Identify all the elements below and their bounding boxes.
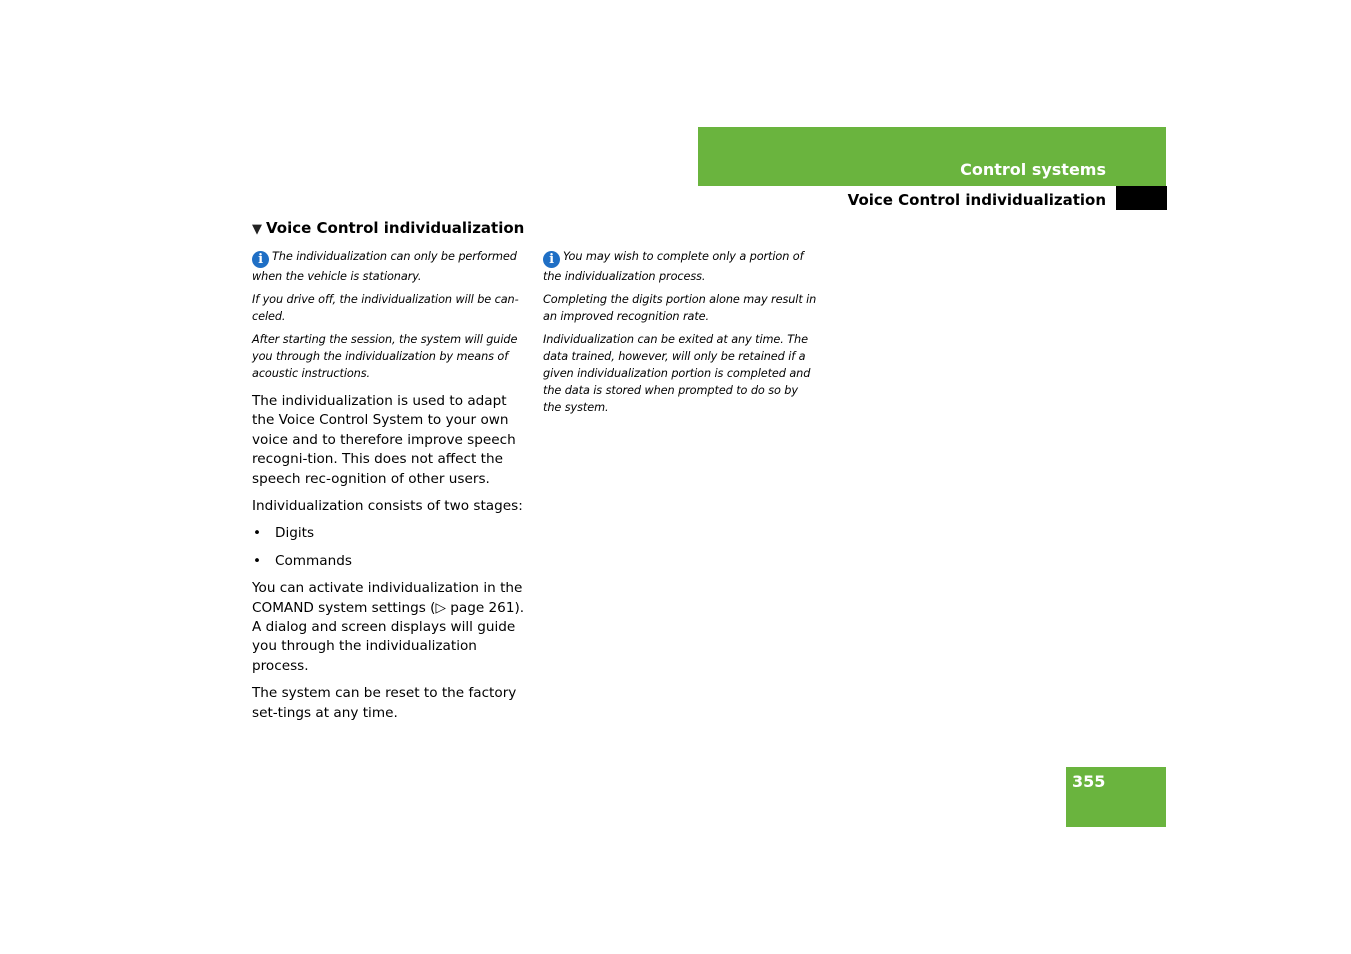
info-icon: i: [543, 251, 560, 268]
note-line: After starting the session, the system will guide you through the individualization by means of acoustic instructions.: [252, 333, 518, 380]
section-tab-marker: [1116, 186, 1167, 210]
info-icon: i: [252, 251, 269, 268]
paragraph: You can activate individualization in the COMAND system settings (▷ page 261). A dialog and screen displays will guide you through the individualization process.: [252, 580, 525, 674]
triangle-down-icon: ▼: [252, 222, 262, 237]
info-note: i The individualization can only be performed when the vehicle is stationary.: [252, 250, 517, 283]
page-heading: [252, 219, 524, 237]
note-line: Individualization can be exited at any time. The data trained, however, will only be retained if a given individualization portion is completed and the data is stored when prompted to do so by the system.: [543, 333, 811, 414]
info-note: i You may wish to complete only a portion of the individualization process.: [543, 250, 804, 283]
note-line: Completing the digits portion alone may result in an improved recognition rate.: [543, 293, 817, 323]
list-item: • Digits: [253, 525, 315, 542]
list-item: • Commands: [253, 552, 352, 569]
note-line: If you drive off, the individualization will be can-celed.: [252, 293, 519, 323]
paragraph: The system can be reset to the factory set-tings at any time.: [252, 685, 517, 721]
paragraph: The individualization is used to adapt the Voice Control System to your own voice and to therefore improve speech recogni-tion. This does not affect the speech rec-ognition of other users.: [252, 393, 516, 487]
right-column: [543, 248, 819, 422]
heading-text: Voice Control individualization: [266, 219, 525, 237]
page-number: 355: [1072, 772, 1106, 791]
paragraph: Individualization consists of two stages:: [252, 498, 523, 515]
subsection-title: Voice Control individualization: [847, 191, 1106, 209]
section-title: Control systems: [960, 160, 1106, 179]
left-column: [252, 248, 528, 731]
